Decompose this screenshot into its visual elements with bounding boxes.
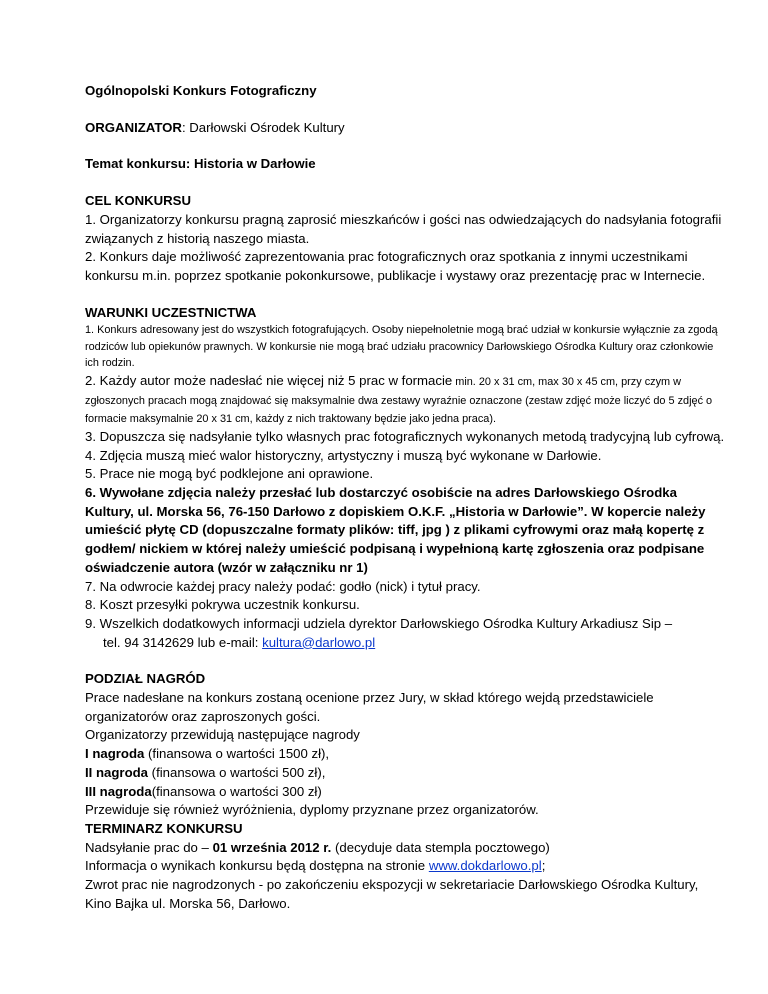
email-link[interactable]: kultura@darlowo.pl (262, 634, 376, 650)
prize-3: III nagroda(finansowa o wartości 300 zł) (85, 783, 322, 799)
schedule-heading: TERMINARZ KONKURSU (85, 821, 243, 836)
prize-1: I nagroda (finansowa o wartości 1500 zł), (85, 746, 330, 762)
condition-2-lead: 2. Każdy autor może nadesłać nie więcej niż 5 prac w formacie (85, 372, 453, 388)
prizes-extra: Przewiduje się również wyróżnienia, dyplomy przyznane przez organizatorów. (85, 802, 539, 818)
condition-3: 3. Dopuszcza się nadsyłanie tylko własnych prac fotograficznych wykonanych metodą tradycyjną lub cyfrową. (85, 428, 725, 444)
condition-7: 7. Na odwrocie każdej pracy należy podać: godło (nick) i tytuł pracy. (85, 578, 481, 594)
goal-heading: CEL KONKURSU (85, 193, 191, 209)
theme-line: Temat konkursu: Historia w Darłowie (85, 156, 316, 172)
website-link[interactable]: www.dokdarlowo.pl (428, 858, 542, 874)
condition-8: 8. Koszt przesyłki pokrywa uczestnik konkursu. (85, 597, 360, 613)
condition-1: 1. Konkurs adresowany jest do wszystkich fotografujących. Osoby niepełnoletnie mogą brać udział w konkursie wyłącznie za zgodą rodziców lub opiekunów prawnych. W konkursie nie mogą brać udziału pracownicy Darłowskiego Ośrodka Kultury oraz członkowie ich rodzin. (85, 324, 718, 370)
prizes-heading: PODZIAŁ NAGRÓD (85, 671, 206, 687)
prize-2: II nagroda (finansowa o wartości 500 zł), (85, 764, 326, 780)
organizer-line (85, 119, 725, 138)
goal-paragraph-2: 2. Konkurs daje możliwość zaprezentowania prac fotograficznych oraz spotkania z innymi uczestnikami konkursu m.in. poprzez spotkanie pokonkursowe, publikacje i wystawy oraz prezentację prac w Internecie. (85, 249, 706, 283)
condition-2-rest: min. 20 x 31 cm, max 30 x 45 cm, przy czym w zgłoszonych pracach mogą znajdować się maksymalnie dwa zestawy wyraźnie oznaczone (zestaw zdjęć może liczyć do 5 zdjęć o formacie maksymalnie 20 x 31 cm, każdy z nich traktowany będzie jako jedna praca). (85, 375, 713, 426)
document-title: Ogólnopolski Konkurs Fotograficzny (85, 83, 317, 98)
document-page (85, 82, 725, 914)
schedule-returns: Zwrot prac nie nagrodzonych - po zakończeniu ekspozycji w sekretariacie Darłowskiego Ośrodka Kultury, Kino Bajka ul. Morska 56, Darłowo. (85, 877, 699, 911)
condition-6: 6. Wywołane zdjęcia należy przesłać lub dostarczyć osobiście na adres Darłowskiego Ośrodka Kultury, ul. Morska 56, 76-150 Darłowo z dopiskiem O.K.F. „Historia w Darłowie”. W kopercie należy umieścić płytę CD (dopuszczalne formaty plików: tiff, jpg ) z plikami cyfrowymi oraz małą kopertę z godłem/ nickiem w której należy umieścić podpisaną i wypełnioną kartę zgłoszenia oraz podpisane oświadczenie autora (wzór w załączniku nr 1) (85, 485, 706, 575)
conditions-heading: WARUNKI UCZESTNICTWA (85, 304, 257, 320)
prizes-planned: Organizatorzy przewidują następujące nagrody (85, 727, 360, 743)
schedule-results: Informacja o wynikach konkursu będą dostępna na stronie www.dokdarlowo.pl; (85, 858, 546, 874)
condition-9: 9. Wszelkich dodatkowych informacji udziela dyrektor Darłowskiego Ośrodka Kultury Arkadiusz Sip – (85, 615, 673, 631)
condition-4: 4. Zdjęcia muszą mieć walor historyczny, artystyczny i muszą być wykonane w Darłowie. (85, 447, 602, 463)
condition-2 (85, 372, 725, 428)
goal-paragraph-1: 1. Organizatorzy konkursu pragną zaprosić mieszkańców i gości nas odwiedzających do nadsyłania fotografii związanych z historią naszego miasta. (85, 211, 722, 246)
condition-5: 5. Prace nie mogą być podklejone ani oprawione. (85, 466, 374, 482)
condition-9-contact: tel. 94 3142629 lub e-mail: kultura@darlowo.pl (103, 634, 376, 650)
deadline-date: 01 września 2012 r. (212, 839, 332, 855)
organizer-label: ORGANIZATOR (85, 119, 182, 135)
prizes-intro: Prace nadesłane na konkurs zostaną ocenione przez Jury, w skład którego wejdą przedstawiciele organizatorów oraz zaproszonych gości. (85, 690, 654, 724)
schedule-deadline: Nadsyłanie prac do – 01 września 2012 r. (decyduje data stempla pocztowego) (85, 839, 550, 855)
organizer-value: : Darłowski Ośrodek Kultury (181, 119, 345, 135)
